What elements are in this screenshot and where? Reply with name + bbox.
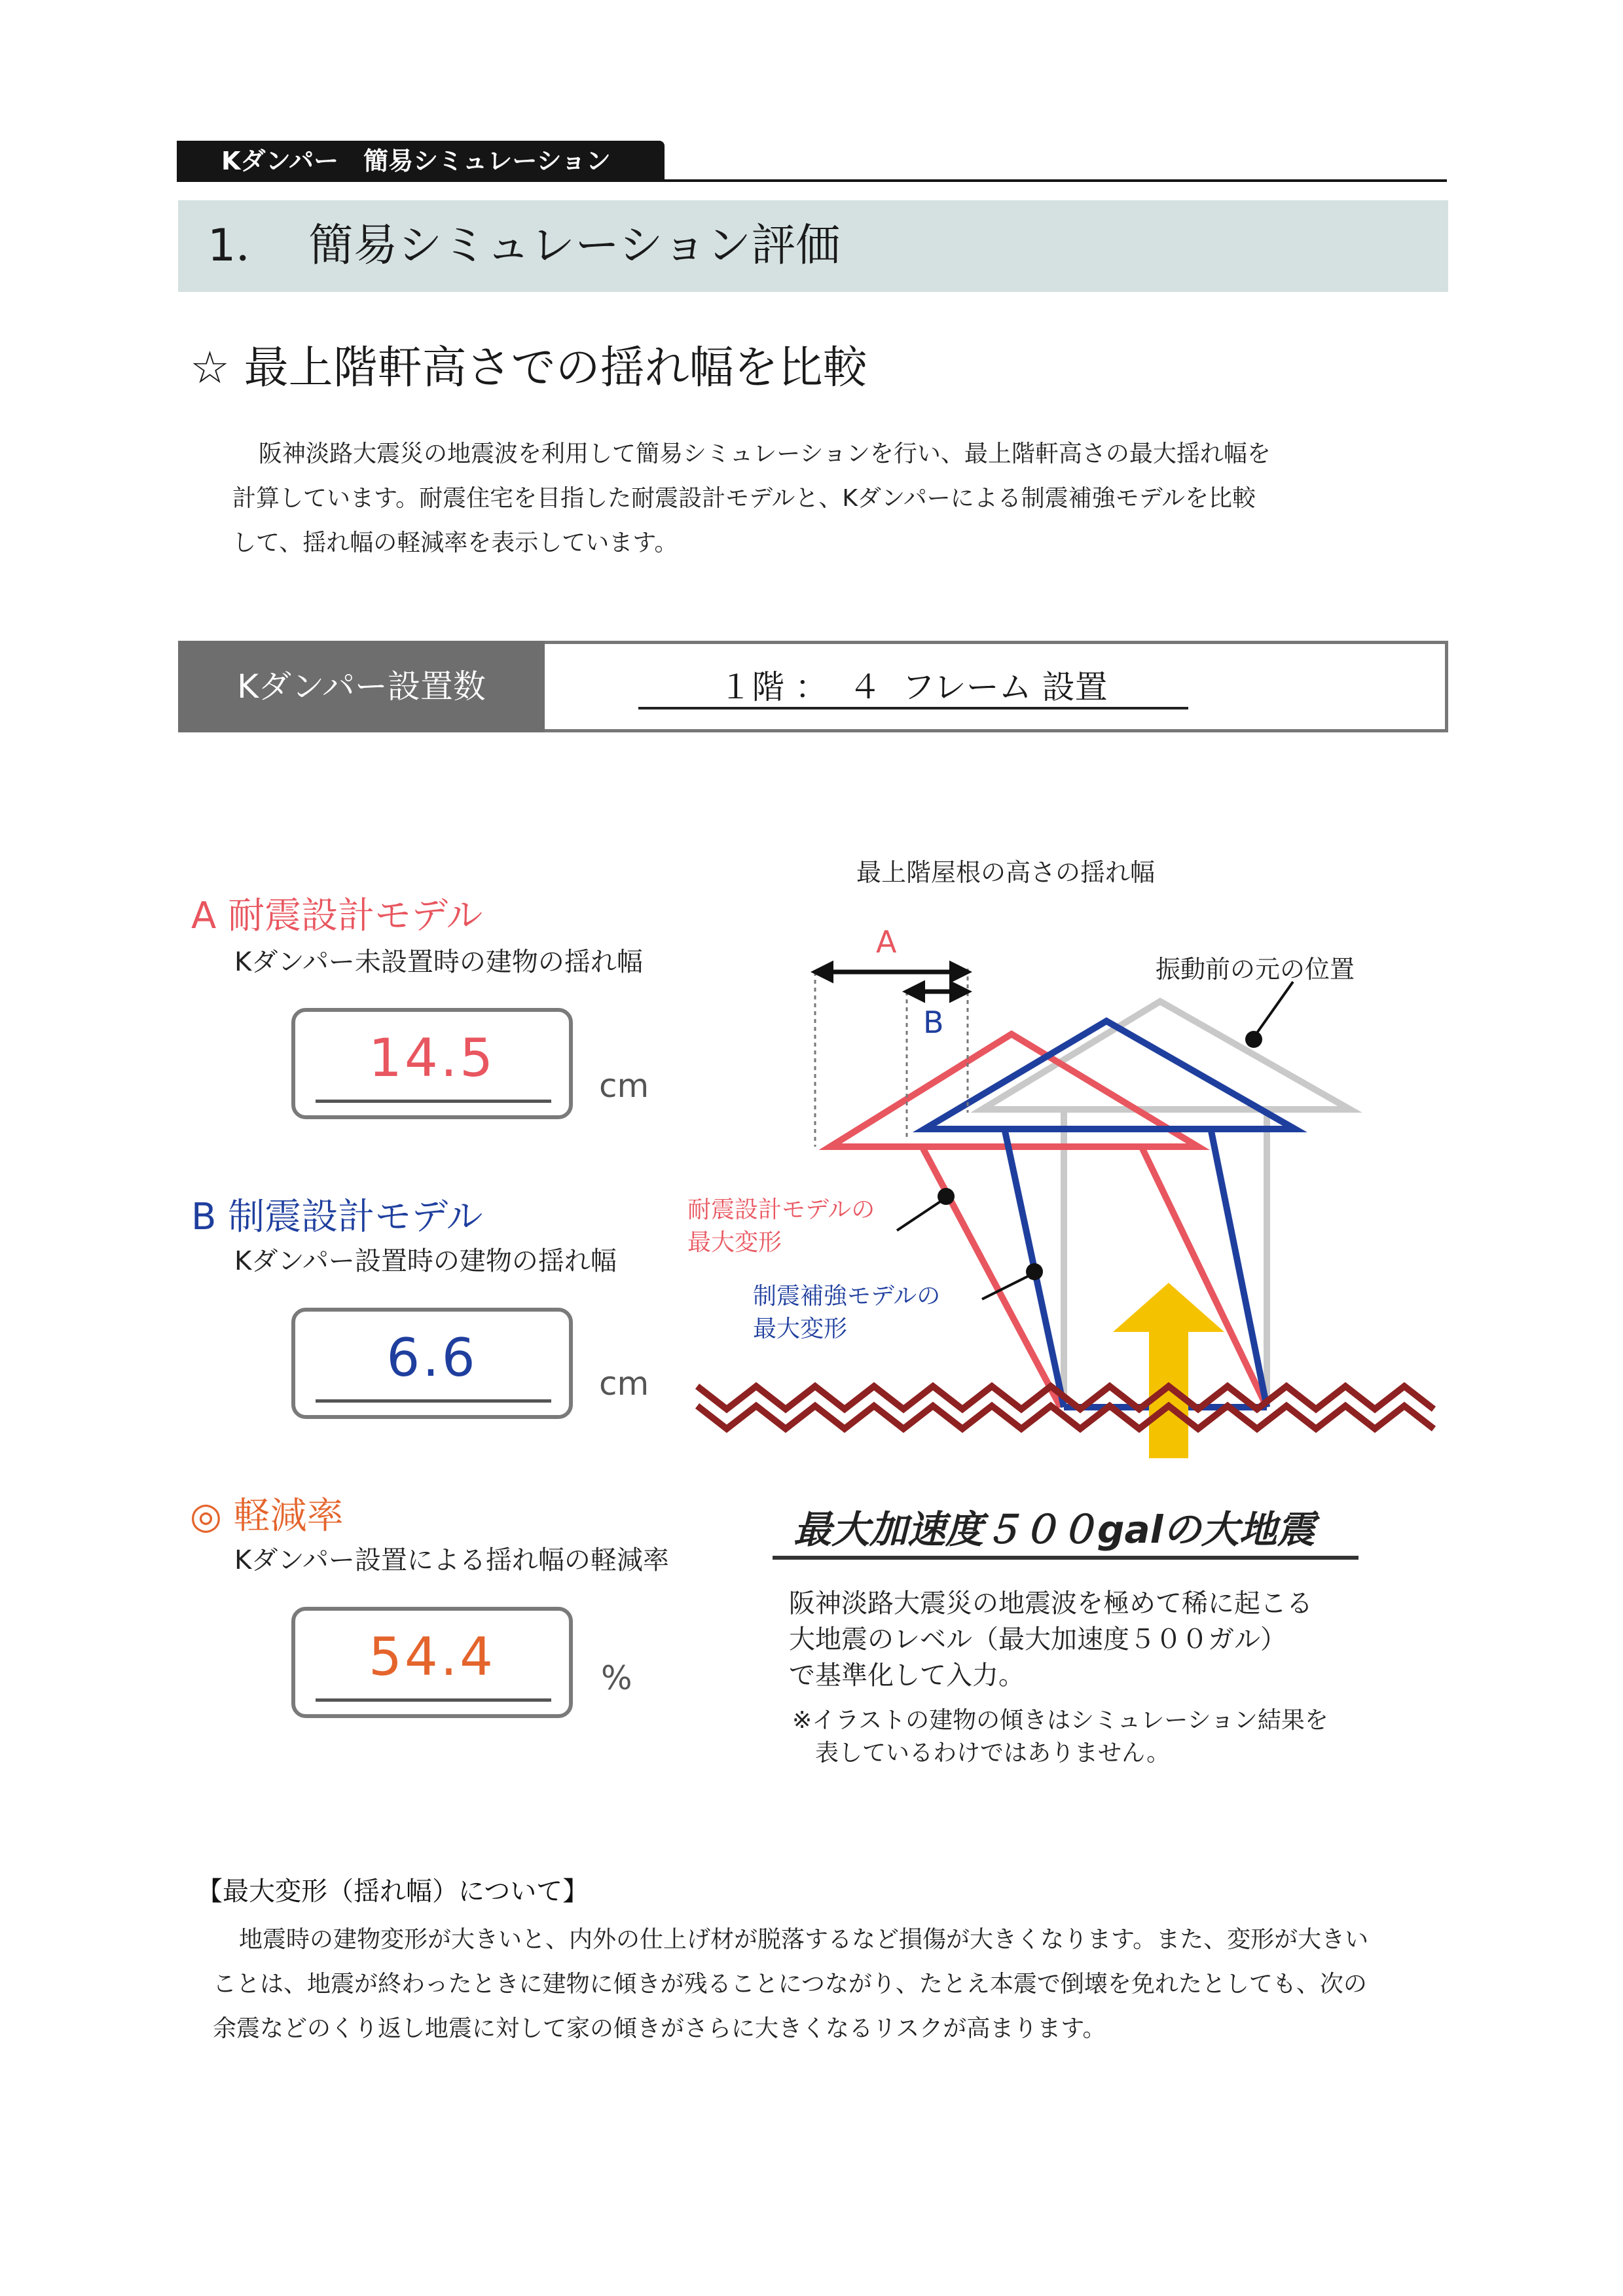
damper-count-label: Kダンパー設置数 — [178, 641, 545, 732]
section-title: 1． 簡易シミュレーション評価 — [178, 200, 1448, 292]
intro-line-1: 阪神淡路大震災の地震波を利用して簡易シミュレーションを行い、最上階軒高さの最大揺れ幅を — [259, 440, 1271, 467]
model-b-subtitle: Kダンパー設置時の建物の揺れ幅 — [234, 1246, 617, 1276]
damper-model-label-2: 最大変形 — [753, 1316, 848, 1342]
seismic-model-label-2: 最大変形 — [687, 1229, 782, 1256]
intro-line-2: 計算しています。耐震住宅を目指した耐震設計モデルと、Kダンパーによる制震補強モデルを比較 — [232, 485, 1256, 512]
damper-count-value: １階 ： ４ フレーム 設置 — [638, 661, 1188, 709]
reduction-subtitle: Kダンパー設置による揺れ幅の軽減率 — [234, 1545, 669, 1575]
original-position-label: 振動前の元の位置 — [1156, 955, 1355, 984]
model-a-value: 14.5 — [368, 1028, 496, 1088]
about-line-3: 余震などのくり返し地震に対して家の傾きがさらに大きくなるリスクが高まります。 — [213, 2015, 1106, 2042]
earthquake-line-3: で基準化して入力。 — [789, 1660, 1025, 1691]
leader-damper-dot — [1026, 1263, 1043, 1280]
seismic-model-house — [830, 1034, 1267, 1407]
intro-line-3: して、揺れ幅の軽減率を表示しています。 — [232, 529, 678, 556]
model-a-title: A 耐震設計モデル — [191, 895, 483, 937]
about-line-1: 地震時の建物変形が大きいと、内外の仕上げ材が脱落するなど損傷が大きくなります。また、変形が大きい — [239, 1926, 1369, 1953]
earthquake-title-rule — [773, 1556, 1359, 1560]
seismic-model-label-1: 耐震設計モデルの — [687, 1196, 875, 1223]
leader-original — [1254, 982, 1293, 1037]
about-title: 【最大変形（揺れ幅）について】 — [196, 1876, 589, 1907]
document-tag: Kダンパー 簡易シミュレーション — [177, 141, 665, 181]
damper-model-label-1: 制震補強モデルの — [753, 1283, 941, 1310]
leader-seismic — [897, 1198, 946, 1230]
model-b-unit: cm — [599, 1365, 649, 1403]
earthquake-line-1: 阪神淡路大震災の地震波を極めて稀に起こる — [789, 1588, 1313, 1619]
reduction-unit: % — [601, 1659, 632, 1697]
reduction-value: 54.4 — [368, 1626, 496, 1687]
diagram-label-a: A — [876, 924, 897, 960]
earthquake-line-2: 大地震のレベル（最大加速度５００ガル） — [789, 1624, 1286, 1655]
illustration-note-2: 表しているわけではありません。 — [815, 1740, 1171, 1767]
diagram-title: 最上階屋根の高さの揺れ幅 — [856, 858, 1156, 887]
earthquake-title: 最大加速度５００galの大地震 — [793, 1507, 1315, 1552]
model-a-subtitle: Kダンパー未設置時の建物の揺れ幅 — [234, 947, 643, 977]
illustration-note-1: ※イラストの建物の傾きはシミュレーション結果を — [792, 1707, 1328, 1734]
seismic-force-arrow — [1113, 1283, 1224, 1458]
diagram-label-b: B — [923, 1005, 944, 1040]
about-line-2: ことは、地震が終わったときに建物に傾きが残ることにつながり、たとえ本震で倒壊を免れたとしても、次の — [213, 1971, 1367, 1998]
model-b-value: 6.6 — [386, 1327, 478, 1388]
model-a-unit: cm — [599, 1067, 649, 1105]
model-b-title: B 制震設計モデル — [191, 1196, 483, 1238]
leader-seismic-dot — [938, 1188, 955, 1205]
subheading: ☆ 最上階軒高さでの揺れ幅を比較 — [190, 342, 867, 394]
leader-original-dot — [1245, 1031, 1262, 1048]
reduction-title: ◎ 軽減率 — [190, 1495, 344, 1537]
